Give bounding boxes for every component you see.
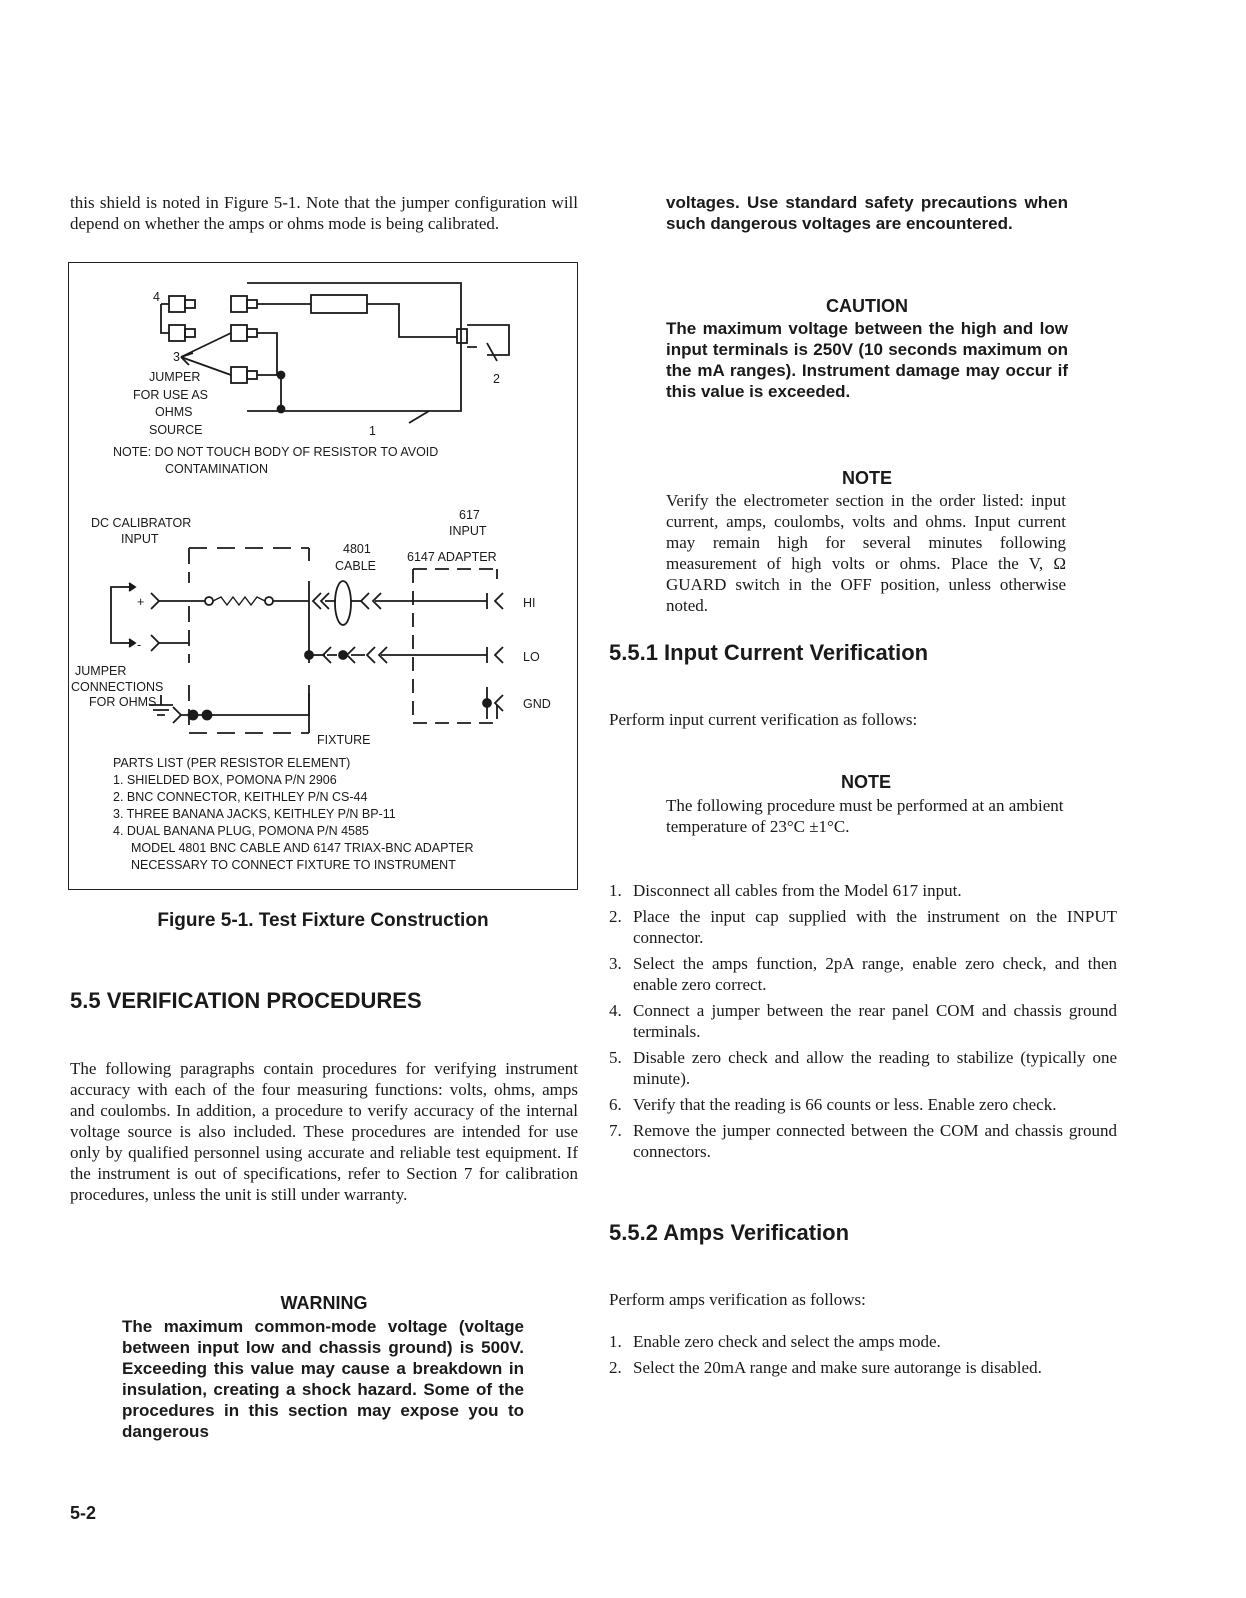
step-number: 1.	[609, 881, 622, 900]
parts-note-2: NECESSARY TO CONNECT FIXTURE TO INSTRUMENT	[131, 858, 456, 872]
step-text: Place the input cap supplied with the instrument on the INPUT connector.	[633, 907, 1117, 947]
jumper-connections-label-1: JUMPER	[75, 664, 127, 678]
section-5-5-2-title: 5.5.2 Amps Verification	[609, 1220, 850, 1245]
section-5-5-2-steps	[609, 1331, 1117, 1383]
step-number: 2.	[609, 1358, 622, 1377]
step-number: 5.	[609, 1048, 622, 1067]
step-number: 1.	[609, 1332, 622, 1351]
step-number: 3.	[609, 954, 622, 973]
note-1-title: NOTE	[841, 468, 892, 488]
list-item	[609, 1120, 1117, 1162]
list-item	[609, 1000, 1117, 1042]
note-1-text: Verify the electrometer section in the order listed: input current, amps, coulombs, volts and ohms. Input current may remain high for several minutes following measurement of high volts or ohms. Place the V, Ω GUARD switch in the OFF position, unless otherwise noted.	[666, 491, 1066, 615]
note-2-title: NOTE	[840, 772, 891, 792]
warning-text: The maximum common-mode voltage (voltage between input low and chassis ground) is 500V. Exceeding this value may cause a breakdown in insulation, creating a shock hazard. Some of the procedures in this section may expose you to dangerous	[122, 1317, 524, 1441]
section-5-5-2-intro: Perform amps verification as follows:	[609, 1290, 866, 1309]
section-5-5-1-title: 5.5.1 Input Current Verification	[609, 640, 929, 665]
test-fixture-diagram	[69, 263, 579, 758]
section-5-5-paragraph: The following paragraphs contain procedures for verifying instrument accuracy with each of the four measuring functions: volts, ohms, amps and coulombs. In addition, a procedure to verify accuracy of the internal voltage source is also included. These procedures are intended for use only by qualified personnel using accurate and reliable test equipment. If the instrument is out of specifications, refer to Section 7 for calibration procedures, unless the unit is still under warranty.	[70, 1059, 578, 1204]
note-line-1: NOTE: DO NOT TOUCH BODY OF RESISTOR TO AVOID	[113, 445, 439, 459]
parts-note-1: MODEL 4801 BNC CABLE AND 6147 TRIAX-BNC ADAPTER	[131, 841, 474, 855]
step-text: Verify that the reading is 66 counts or less. Enable zero check.	[633, 1095, 1057, 1114]
caution-text: The maximum voltage between the high and low input terminals is 250V (10 seconds maximum on the mA ranges). Instrument damage may occur if this value is exceeded.	[666, 319, 1068, 401]
parts-item-2: 2. BNC CONNECTOR, KEITHLEY P/N CS-44	[113, 790, 368, 804]
step-text: Disable zero check and allow the reading to stabilize (typically one minute).	[633, 1048, 1117, 1088]
note-line-2: CONTAMINATION	[165, 462, 269, 476]
source-label: SOURCE	[149, 423, 203, 437]
gnd-label: GND	[523, 697, 551, 711]
step-text: Select the amps function, 2pA range, enable zero check, and then enable zero correct.	[633, 954, 1117, 994]
jumper-label: JUMPER	[149, 370, 201, 384]
lo-label: LO	[523, 650, 540, 664]
list-item	[609, 953, 1117, 995]
warning-continued: voltages. Use standard safety precautions when such dangerous voltages are encountered.	[666, 193, 1068, 233]
list-item	[609, 1047, 1117, 1089]
minus-label: -	[137, 638, 142, 652]
jumper-connections-label-2: CONNECTIONS	[71, 680, 164, 694]
list-item	[609, 1357, 1117, 1378]
step-number: 6.	[609, 1095, 622, 1114]
step-text: Remove the jumper connected between the COM and chassis ground connectors.	[633, 1121, 1117, 1161]
list-item	[609, 1331, 1117, 1352]
intro-paragraph: this shield is noted in Figure 5-1. Note that the jumper configuration will depend on whether the amps or ohms mode is being calibrated.	[70, 193, 578, 233]
cable-label: CABLE	[335, 559, 376, 573]
adapter-label: 6147 ADAPTER	[407, 550, 497, 564]
label-2: 2	[493, 372, 500, 386]
step-text: Enable zero check and select the amps mode.	[633, 1332, 941, 1351]
section-5-5-title: 5.5 VERIFICATION PROCEDURES	[70, 988, 422, 1013]
4801-label: 4801	[343, 542, 371, 556]
dc-calibrator-label: DC CALIBRATOR	[91, 516, 192, 530]
list-item	[609, 1094, 1117, 1115]
figure-caption: Figure 5-1. Test Fixture Construction	[157, 910, 489, 931]
warning-title: WARNING	[280, 1293, 368, 1313]
list-item	[609, 880, 1117, 901]
617-label: 617	[459, 508, 480, 522]
step-number: 4.	[609, 1001, 622, 1020]
plus-label: +	[137, 595, 145, 609]
label-4: 4	[153, 290, 160, 304]
caution-title: CAUTION	[826, 296, 908, 316]
step-text: Disconnect all cables from the Model 617 input.	[633, 881, 962, 900]
fixture-label: FIXTURE	[317, 733, 371, 747]
figure-box	[68, 262, 578, 890]
label-1: 1	[369, 424, 376, 438]
parts-item-4: 4. DUAL BANANA PLUG, POMONA P/N 4585	[113, 824, 369, 838]
for-use-as-label: FOR USE AS	[133, 388, 209, 402]
ohms-label: OHMS	[155, 405, 193, 419]
step-text: Select the 20mA range and make sure autorange is disabled.	[633, 1358, 1042, 1377]
parts-item-3: 3. THREE BANANA JACKS, KEITHLEY P/N BP-11	[113, 807, 396, 821]
page-number: 5-2	[70, 1503, 97, 1523]
section-5-5-1-steps	[609, 880, 1117, 1167]
dc-input-label: INPUT	[121, 532, 159, 546]
note-2-text: The following procedure must be performed at an ambient temperature of 23°C ±1°C.	[666, 796, 1064, 836]
parts-list-title: PARTS LIST (PER RESISTOR ELEMENT)	[113, 756, 351, 770]
jumper-connections-label-3: FOR OHMS	[89, 695, 157, 709]
label-3: 3	[173, 350, 180, 364]
section-5-5-1-intro: Perform input current verification as follows:	[609, 710, 918, 729]
parts-list	[113, 755, 573, 874]
step-number: 7.	[609, 1121, 622, 1140]
list-item	[609, 906, 1117, 948]
parts-item-1: 1. SHIELDED BOX, POMONA P/N 2906	[113, 773, 337, 787]
hi-label: HI	[523, 596, 536, 610]
step-text: Connect a jumper between the rear panel COM and chassis ground terminals.	[633, 1001, 1117, 1041]
step-number: 2.	[609, 907, 622, 926]
617-input-label: INPUT	[449, 524, 487, 538]
